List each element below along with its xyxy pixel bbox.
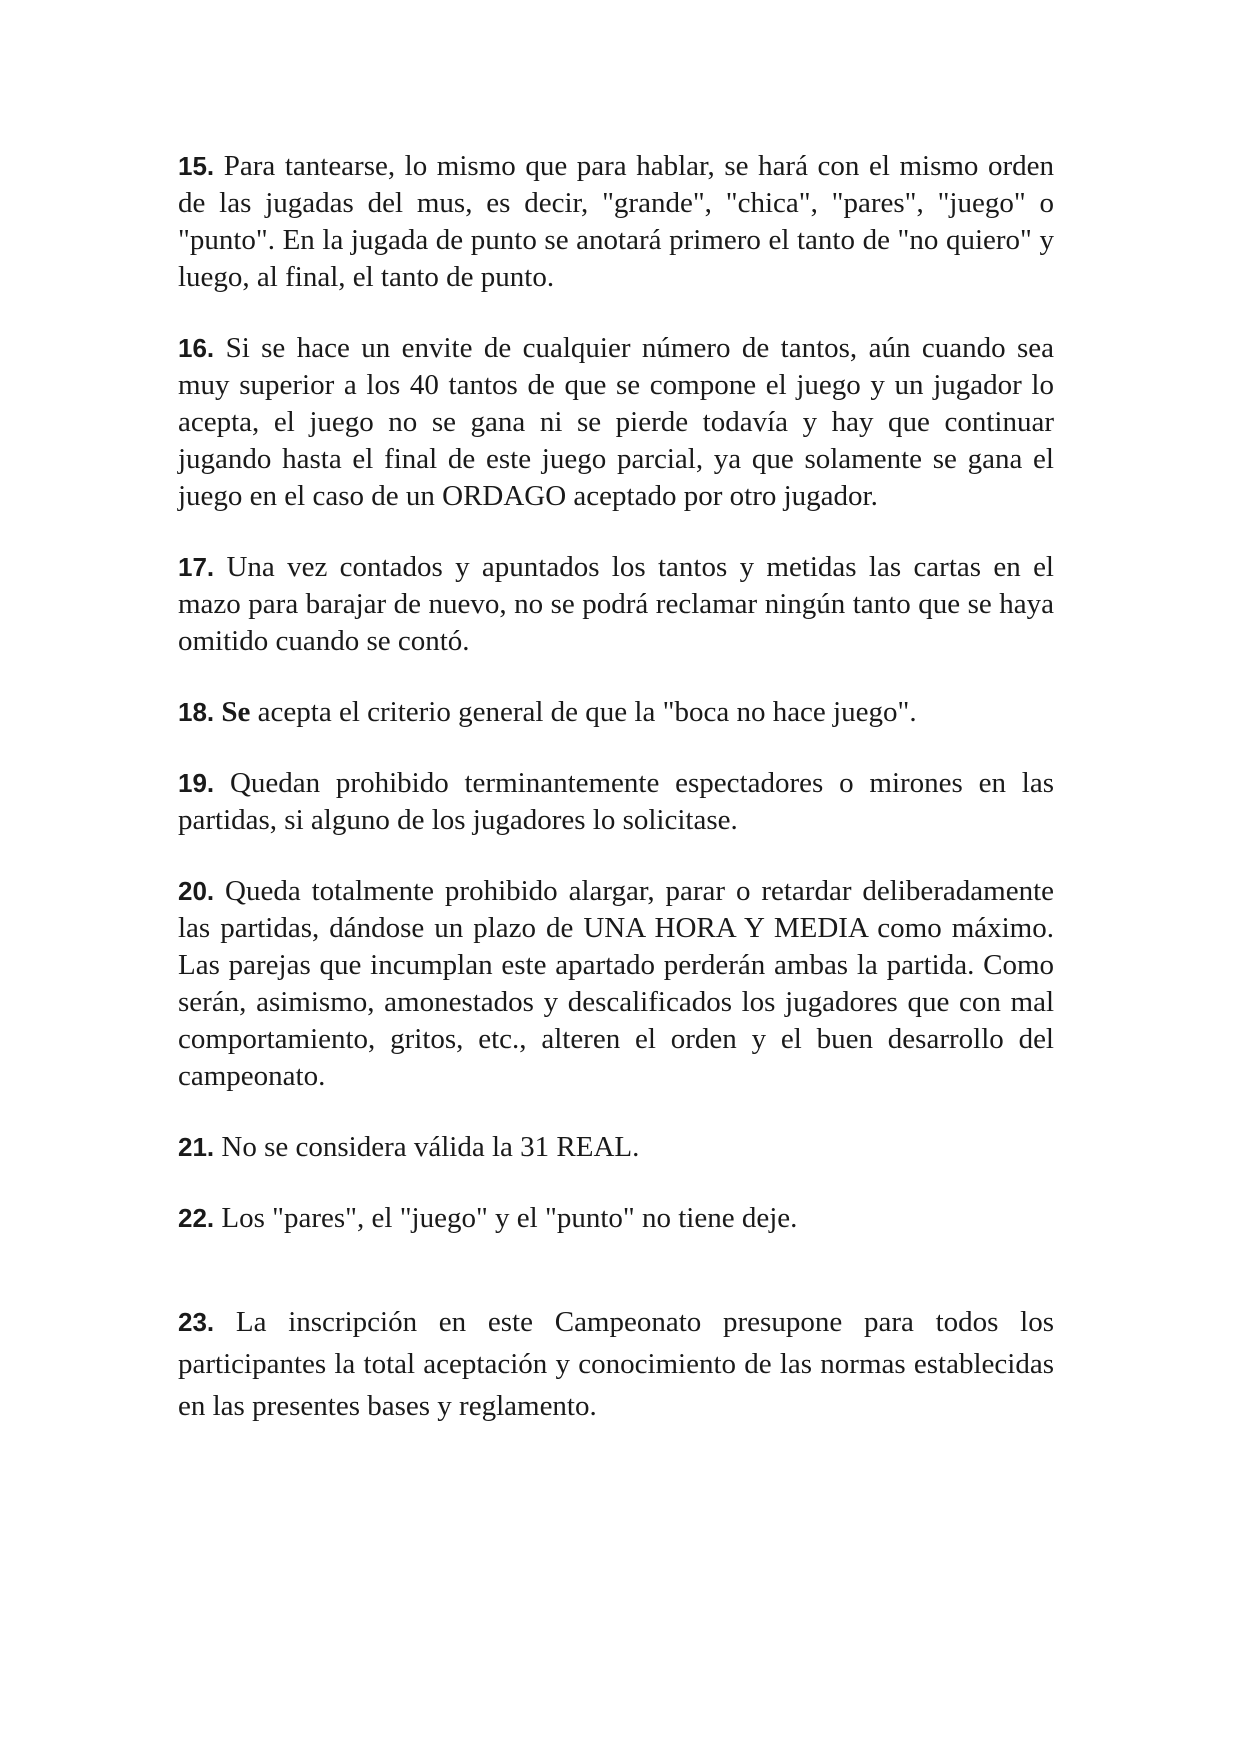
rule-text: Queda totalmente prohibido alargar, parar o retardar deliberadamente las partidas, dándose un plazo de UNA HORA Y MEDIA como máximo. Las parejas que incumplan este apartado perderán ambas la partida. Como serán, asimismo, amonestados y descalificados los jugadores que con mal comportamiento, gritos, etc., alteren el orden y el buen desarrollo del campeonato. bbox=[178, 875, 1054, 1092]
rule-number: 23. bbox=[178, 1307, 215, 1337]
rule-22 bbox=[178, 1200, 1054, 1237]
rule-16 bbox=[178, 330, 1054, 515]
rule-number: 15. bbox=[178, 151, 215, 181]
rule-17 bbox=[178, 549, 1054, 660]
rule-19 bbox=[178, 765, 1054, 839]
rule-number: 22. bbox=[178, 1203, 215, 1233]
document-page bbox=[178, 148, 1054, 1427]
rule-number: 21. bbox=[178, 1132, 215, 1162]
rule-text: Una vez contados y apuntados los tantos y metidas las cartas en el mazo para barajar de nuevo, no se podrá reclamar ningún tanto que se haya omitido cuando se contó. bbox=[178, 551, 1054, 657]
rule-lead-word: Se bbox=[221, 696, 251, 728]
rule-21 bbox=[178, 1129, 1054, 1166]
rule-20 bbox=[178, 873, 1054, 1095]
rule-23 bbox=[178, 1301, 1054, 1427]
rule-number: 17. bbox=[178, 552, 215, 582]
rule-number: 18. bbox=[178, 697, 215, 727]
rule-15 bbox=[178, 148, 1054, 296]
rule-number: 20. bbox=[178, 876, 215, 906]
rule-text: Para tantearse, lo mismo que para hablar, se hará con el mismo orden de las jugadas del mus, es decir, "grande", "chica", "pares", "juego" o "punto". En la jugada de punto se anotará primero el tanto de "no quiero" y luego, al final, el tanto de punto. bbox=[178, 150, 1055, 293]
rule-number: 16. bbox=[178, 333, 215, 363]
rule-text: Quedan prohibido terminantemente espectadores o mirones en las partidas, si alguno de los jugadores lo solicitase. bbox=[178, 767, 1054, 836]
rule-number: 19. bbox=[178, 768, 215, 798]
rule-text: Los "pares", el "juego" y el "punto" no tiene deje. bbox=[221, 1202, 798, 1234]
rule-18 bbox=[178, 694, 1054, 731]
rule-text: Si se hace un envite de cualquier número de tantos, aún cuando sea muy superior a los 40 tantos de que se compone el juego y un jugador lo acepta, el juego no se gana ni se pierde todavía y hay que continuar jugando hasta el final de este juego parcial, ya que solamente se gana el juego en el caso de un ORDAGO aceptado por otro jugador. bbox=[178, 332, 1055, 512]
rule-text: La inscripción en este Campeonato presupone para todos los participantes la total aceptación y conocimiento de las normas establecidas en las presentes bases y reglamento. bbox=[178, 1306, 1054, 1422]
rule-text: acepta el criterio general de que la "boca no hace juego". bbox=[257, 696, 917, 728]
rule-text: No se considera válida la 31 REAL. bbox=[221, 1131, 640, 1163]
